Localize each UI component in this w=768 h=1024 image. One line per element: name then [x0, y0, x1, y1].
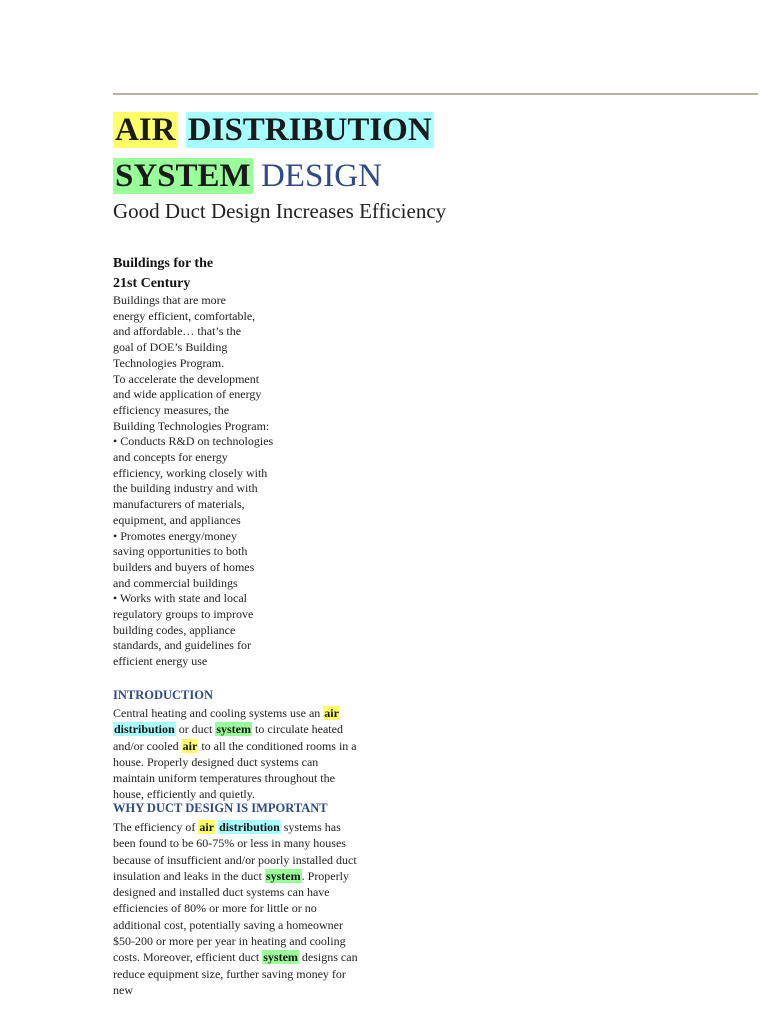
title-word-design: DESIGN [260, 158, 382, 194]
sidebar-line: equipment, and appliances [113, 512, 241, 527]
title-word-system: SYSTEM [115, 158, 251, 194]
sidebar-line: energy efficient, comfortable, [113, 308, 256, 323]
sidebar-line: and concepts for energy [113, 450, 228, 465]
text-run: . Properly designed and installed duct systems can have efficiencies of 80% or more for little or no additional cost, potentially saving a homeowner $50-200 or more per year in heating and cooling costs. Moreover, efficient duct [113, 868, 349, 965]
sidebar-line: manufacturers of materials, [113, 497, 245, 512]
page-title [113, 107, 434, 199]
sidebar-line: efficiency, working closely with [113, 465, 268, 480]
sidebar-line: • Works with state and local [113, 591, 247, 606]
text-run: Central heating and cooling systems use an [113, 706, 324, 720]
sidebar-line: builders and buyers of homes [113, 559, 255, 574]
highlight-system: system [216, 722, 252, 737]
title-word-air: AIR [115, 112, 176, 148]
highlight-air: air [199, 820, 215, 834]
importance-heading: WHY DUCT DESIGN IS IMPORTANT [113, 801, 328, 815]
sidebar-line: efficient energy use [113, 654, 208, 669]
sidebar-line: and wide application of energy [113, 387, 262, 402]
text-run: systems has been found to be 60-75% or less in many houses because of insufficient and/or poorly installed duct insulation and leaks in the duct [113, 820, 357, 883]
title-word-distribution: DISTRIBUTION [187, 112, 432, 148]
sidebar-line: efficiency measures, the [113, 402, 230, 417]
sidebar-line: Buildings that are more [113, 293, 226, 307]
importance-paragraph [113, 819, 358, 998]
sidebar-body [113, 293, 293, 670]
highlight-system: system [265, 868, 301, 883]
page-subtitle: Good Duct Design Increases Efficiency [113, 199, 447, 223]
text-run: to circulate heated and/or cooled [113, 722, 343, 753]
sidebar-line: To accelerate the development [113, 371, 260, 386]
sidebar-line: regulatory groups to improve [113, 607, 254, 622]
introduction-paragraph [113, 705, 358, 803]
highlight-distribution: distribution [114, 722, 175, 737]
highlight-system: system [263, 950, 298, 965]
sidebar-line: saving opportunities to both [113, 544, 248, 559]
sidebar-heading-line: Buildings for the [113, 256, 214, 271]
sidebar-line: • Promotes energy/money [113, 528, 237, 543]
sidebar-line: • Conducts R&D on technologies [113, 434, 274, 449]
sidebar-heading-line: 21st Century [113, 276, 191, 291]
sidebar-line: Building Technologies Program: [113, 418, 270, 433]
top-rule [113, 93, 758, 95]
sidebar-line: and commercial buildings [113, 575, 238, 590]
sidebar-line: the building industry and with [113, 481, 258, 496]
sidebar-line: building codes, appliance [113, 622, 236, 637]
text-run: designs can reduce equipment size, further saving money for new [113, 950, 358, 997]
text-run: to all the conditioned rooms in a house. Properly designed duct systems can maintain uniform temperatures throughout the house, efficiently and quietly. [113, 738, 357, 802]
text-run: The efficiency of [113, 820, 199, 834]
sidebar-heading [113, 254, 293, 294]
sidebar-line: standards, and guidelines for [113, 638, 251, 653]
highlight-distribution: distribution [219, 820, 280, 834]
sidebar-line: Technologies Program. [113, 355, 225, 370]
text-run: or duct [175, 722, 216, 737]
sidebar-line: goal of DOE’s Building [113, 340, 228, 355]
highlight-air: air [182, 738, 198, 753]
introduction-heading: INTRODUCTION [113, 688, 214, 702]
sidebar-line: and affordable… that’s the [113, 324, 242, 339]
highlight-air: air [324, 706, 339, 720]
